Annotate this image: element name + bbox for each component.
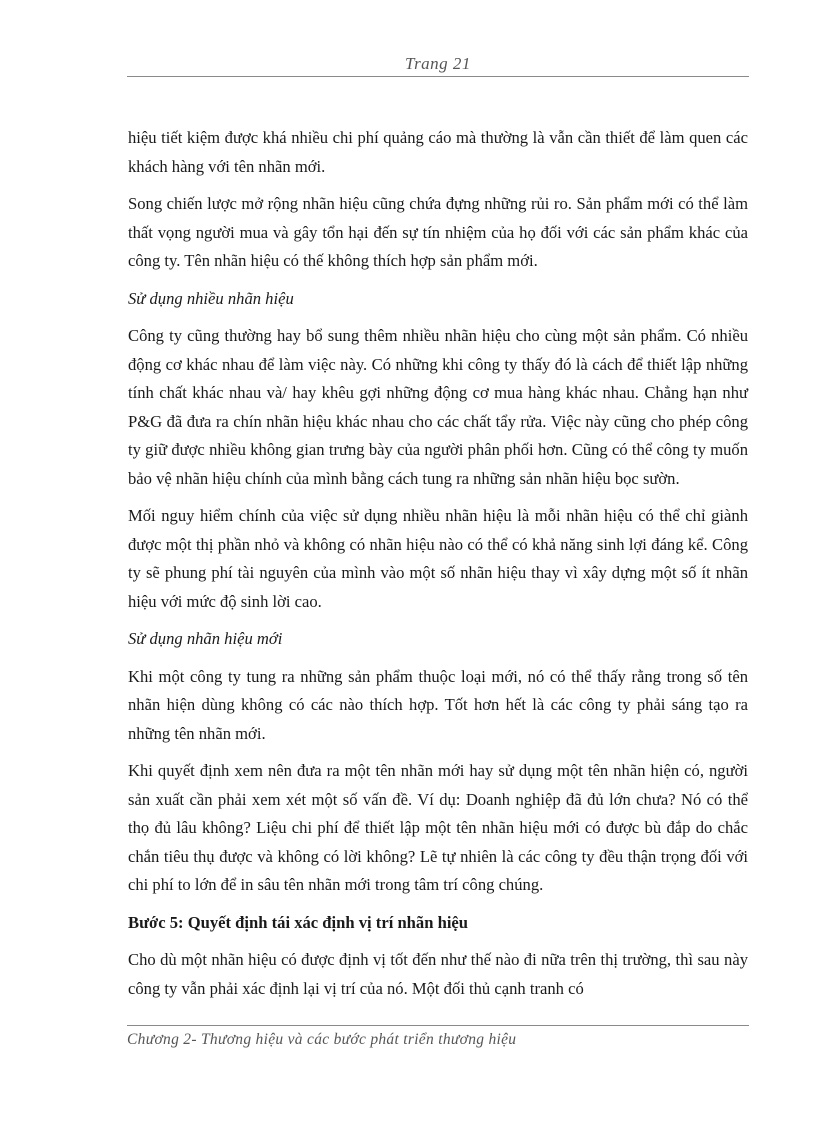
paragraph-new-brand-considerations: Khi quyết định xem nên đưa ra một tên nhãn mới hay sử dụng một tên nhãn hiện có, người sản xuất cần phải xem xét một số vấn đề. Ví dụ: Doanh nghiệp đã đủ lớn chưa? Nó có thể thọ đủ lâu không? Liệu chi phí để thiết lập một tên nhãn hiệu mới có được bù đắp do chắc chắn tiêu thụ được và không có lời không? Lẽ tự nhiên là các công ty đều thận trọng đối với chi phí to lớn để in sâu tên nhãn mới trong tâm trí công chúng. [128, 761, 748, 894]
section-heading-step5: Bước 5: Quyết định tái xác định vị trí nhãn hiệu [128, 912, 469, 932]
page-number-label: Trang 21 [405, 54, 471, 73]
page-footer [127, 1025, 749, 1049]
paragraph-multibrand-risks: Mối nguy hiểm chính của việc sử dụng nhiều nhãn hiệu là mỗi nhãn hiệu có thể chỉ giành được một thị phần nhỏ và không có nhãn hiệu nào có thể có khả năng sinh lợi đáng kể. Công ty sẽ phung phí tài nguyên của mình vào một số nhãn hiệu thay vì xây dựng một số ít nhãn hiệu với mức độ sinh lời cao. [128, 506, 748, 611]
page-header [127, 52, 749, 77]
paragraph-repositioning: Cho dù một nhãn hiệu có được định vị tốt đến như thế nào đi nữa trên thị trường, thì sau này công ty vẫn phải xác định lại vị trí của nó. Một đối thủ cạnh tranh có [128, 950, 748, 998]
subheading-multibrand: Sử dụng nhiều nhãn hiệu [128, 288, 294, 308]
document-body [128, 124, 748, 1012]
paragraph-intro-continuation: hiệu tiết kiệm được khá nhiều chi phí quảng cáo mà thường là vẫn cần thiết để làm quen các khách hàng với tên nhãn mới. [128, 128, 748, 176]
subheading-new-brand: Sử dụng nhãn hiệu mới [128, 629, 283, 648]
paragraph-brand-extension-risks: Song chiến lược mở rộng nhãn hiệu cũng chứa đựng những rủi ro. Sản phẩm mới có thể làm thất vọng người mua và gây tổn hại đến sự tín nhiệm của họ đối với các sản phẩm khác của công ty. Tên nhãn hiệu có thế không thích hợp sản phẩm mới. [128, 194, 748, 270]
paragraph-multibrand-motives: Công ty cũng thường hay bổ sung thêm nhiều nhãn hiệu cho cùng một sản phẩm. Có nhiều động cơ khác nhau để làm việc này. Có những khi công ty thấy đó là cách để thiết lập những tính chất khác nhau và/ hay khêu gợi những động cơ mua hàng khác nhau. Chẳng hạn như P&G đã đưa ra chín nhãn hiệu khác nhau cho các chất tẩy rửa. Việc này cũng cho phép công ty giữ được nhiều không gian trưng bày của người phân phối hơn. Cũng có thể công ty muốn bảo vệ nhãn hiệu chính của mình bằng cách tung ra những sản nhãn hiệu bọc sườn. [128, 326, 748, 488]
paragraph-new-brand: Khi một công ty tung ra những sản phẩm thuộc loại mới, nó có thể thấy rằng trong số tên nhãn hiện dùng không có các nào thích hợp. Tốt hơn hết là các công ty phải sáng tạo ra những tên nhãn mới. [128, 666, 748, 743]
chapter-title: Chương 2- Thương hiệu và các bước phát triển thương hiệu [127, 1031, 517, 1048]
